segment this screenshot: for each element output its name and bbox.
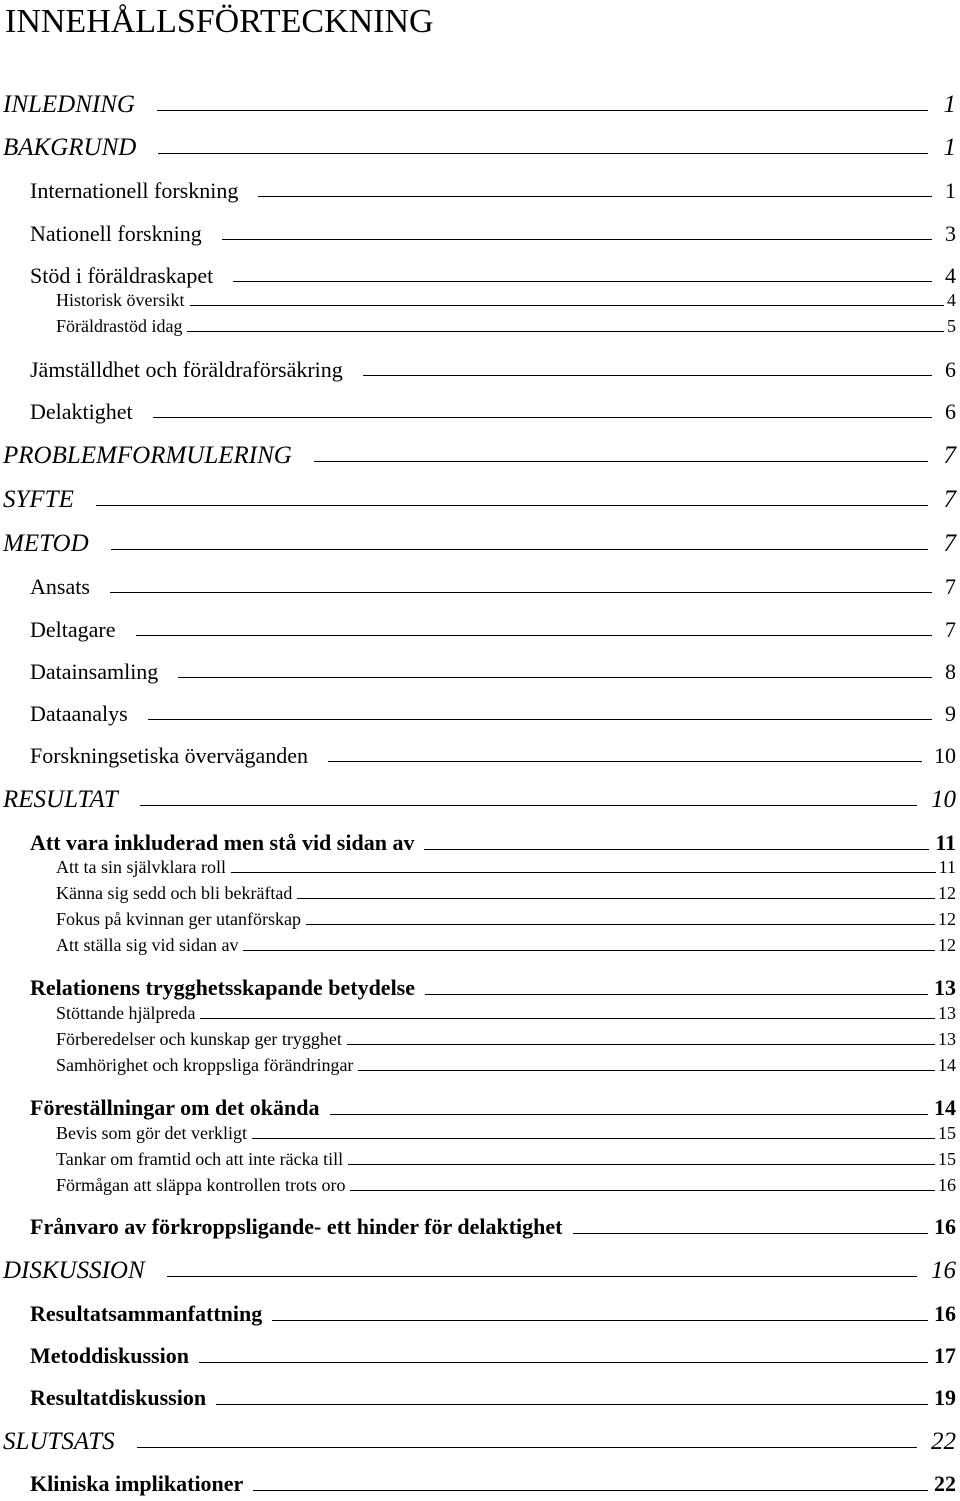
toc-entry[interactable] [30, 974, 956, 1002]
toc-entry-title: Resultatsammanfattning [30, 1301, 263, 1326]
toc-page-number: 7 [945, 574, 956, 599]
toc-entry[interactable] [56, 1122, 956, 1144]
toc-entry[interactable] [30, 1300, 956, 1328]
toc-entry[interactable] [30, 1213, 956, 1241]
toc-entry-title: Ansats [30, 574, 90, 599]
toc-page-number: 16 [934, 1214, 956, 1239]
toc-entry-title: BAKGRUND [3, 134, 137, 161]
toc-page-number: 7 [943, 442, 956, 469]
toc-entry[interactable] [56, 934, 956, 956]
toc-page-number: 22 [934, 1471, 956, 1496]
toc-entry-title: SLUTSATS [3, 1428, 115, 1455]
toc-entry[interactable] [30, 356, 956, 384]
toc-entry[interactable] [56, 1002, 956, 1024]
toc-entry[interactable] [3, 485, 956, 515]
toc-entry[interactable] [3, 529, 956, 559]
toc-leader-line [272, 1320, 928, 1321]
toc-page-number: 9 [945, 701, 956, 726]
toc-leader-line [252, 1138, 935, 1139]
toc-page-number: 16 [938, 1175, 956, 1195]
toc-entry[interactable] [3, 1427, 956, 1457]
toc-page-number: 1 [945, 178, 956, 203]
toc-leader-line [233, 281, 932, 282]
toc-entry[interactable] [30, 573, 956, 601]
toc-entry-title: Föreställningar om det okända [30, 1095, 320, 1120]
toc-page-number: 7 [943, 486, 956, 513]
toc-leader-line [306, 924, 935, 925]
toc-leader-line [140, 805, 917, 806]
toc-entry-title: Förmågan att släppa kontrollen trots oro [56, 1175, 346, 1195]
toc-entry-title: Internationell forskning [30, 178, 239, 203]
toc-page-number: 1 [943, 134, 956, 161]
toc-leader-line [111, 549, 928, 550]
toc-entry[interactable] [56, 908, 956, 930]
toc-entry-title: SYFTE [3, 486, 74, 513]
toc-page-number: 16 [934, 1301, 956, 1326]
toc-entry-title: Förberedelser och kunskap ger trygghet [56, 1029, 342, 1049]
toc-entry-title: Nationell forskning [30, 221, 202, 246]
toc-entry[interactable] [30, 1342, 956, 1370]
toc-page-number: 6 [945, 357, 956, 382]
toc-leader-line [190, 305, 945, 306]
toc-page-number: 19 [934, 1385, 956, 1410]
toc-entry-title: Datainsamling [30, 659, 159, 684]
toc-leader-line [231, 872, 936, 873]
toc-leader-line [253, 1490, 928, 1491]
toc-entry-title: Samhörighet och kroppsliga förändringar [56, 1055, 354, 1075]
toc-page-number: 15 [938, 1149, 956, 1169]
toc-entry[interactable] [30, 1094, 956, 1122]
toc-entry[interactable] [30, 1384, 956, 1412]
toc-entry[interactable] [30, 220, 956, 248]
toc-entry-title: DISKUSSION [3, 1257, 145, 1284]
toc-entry[interactable] [56, 1028, 956, 1050]
toc-page-number: 7 [943, 530, 956, 557]
toc-leader-line [350, 1190, 935, 1191]
toc-page-number: 14 [934, 1095, 956, 1120]
toc-entry-title: Stöd i föräldraskapet [30, 263, 214, 288]
toc-entry-title: Deltagare [30, 617, 116, 642]
toc-entry-title: Bevis som gör det verkligt [56, 1123, 247, 1143]
toc-page-number: 12 [938, 935, 956, 955]
toc-entry[interactable] [30, 829, 956, 857]
toc-leader-line [258, 196, 932, 197]
toc-leader-line [243, 950, 935, 951]
toc-leader-line [137, 1447, 917, 1448]
toc-leader-line [178, 677, 932, 678]
toc-entry[interactable] [3, 1256, 956, 1286]
toc-entry[interactable] [56, 1174, 956, 1196]
toc-page-number: 8 [945, 659, 956, 684]
toc-entry-title: Resultatdiskussion [30, 1385, 207, 1410]
toc-entry[interactable] [56, 882, 956, 904]
toc-entry[interactable] [56, 1148, 956, 1170]
toc-entry-title: PROBLEMFORMULERING [3, 442, 292, 469]
toc-page-number: 22 [931, 1428, 956, 1455]
toc-page-number: 14 [938, 1055, 956, 1075]
toc-entry[interactable] [3, 90, 956, 120]
toc-entry-title: Att vara inkluderad men stå vid sidan av [30, 830, 415, 855]
toc-leader-line [358, 1070, 935, 1071]
toc-entry[interactable] [30, 700, 956, 728]
toc-leader-line [363, 375, 932, 376]
toc-entry-title: METOD [3, 530, 89, 557]
page-title: INNEHÅLLSFÖRTECKNING [5, 3, 434, 40]
toc-entry-title: RESULTAT [3, 786, 118, 813]
toc-entry-title: Föräldrastöd idag [56, 316, 183, 336]
toc-leader-line [153, 417, 932, 418]
toc-entry[interactable] [56, 289, 956, 311]
toc-page-number: 5 [947, 316, 956, 336]
toc-page-number: 7 [945, 617, 956, 642]
toc-page-number: 12 [938, 909, 956, 929]
toc-entry-title: Jämställdhet och föräldraförsäkring [30, 357, 343, 382]
toc-page-number: 1 [943, 91, 956, 118]
toc-entry[interactable] [30, 658, 956, 686]
toc-entry[interactable] [3, 441, 956, 471]
toc-entry[interactable] [3, 785, 956, 815]
toc-leader-line [200, 1018, 935, 1019]
toc-entry-title: Dataanalys [30, 701, 128, 726]
toc-page-number: 11 [938, 857, 956, 877]
toc-leader-line [425, 994, 928, 995]
toc-leader-line [216, 1404, 928, 1405]
toc-page-number: 4 [945, 263, 956, 288]
toc-entry-title: INLEDNING [3, 91, 135, 118]
toc-entry[interactable] [30, 177, 956, 205]
toc-page-number: 13 [938, 1003, 956, 1023]
toc-entry-title: Relationens trygghetsskapande betydelse [30, 975, 416, 1000]
toc-leader-line [573, 1233, 929, 1234]
toc-leader-line [136, 635, 933, 636]
toc-leader-line [167, 1276, 917, 1277]
toc-entry-title: Fokus på kvinnan ger utanförskap [56, 909, 301, 929]
toc-entry[interactable] [56, 1054, 956, 1076]
toc-page-number: 4 [947, 290, 956, 310]
toc-entry-title: Forskningsetiska överväganden [30, 743, 308, 768]
toc-page-number: 13 [938, 1029, 956, 1049]
toc-leader-line [110, 592, 932, 593]
toc-entry-title: Känna sig sedd och bli bekräftad [56, 883, 293, 903]
toc-entry-title: Historisk översikt [56, 290, 185, 310]
toc-page-number: 3 [945, 221, 956, 246]
toc-entry-title: Att ta sin självklara roll [56, 857, 226, 877]
toc-entry-title: Stöttande hjälpreda [56, 1003, 196, 1023]
toc-entry-title: Att ställa sig vid sidan av [56, 935, 239, 955]
toc-entry[interactable] [30, 616, 956, 644]
toc-entry-title: Frånvaro av förkroppsligande- ett hinder för delaktighet [30, 1214, 563, 1239]
toc-entry[interactable] [56, 315, 956, 337]
toc-entry-title: Delaktighet [30, 399, 133, 424]
toc-page-number: 15 [938, 1123, 956, 1143]
toc-leader-line [199, 1362, 928, 1363]
toc-leader-line [222, 239, 932, 240]
toc-leader-line [328, 761, 922, 762]
toc-leader-line [158, 153, 928, 154]
toc-entry[interactable] [3, 133, 956, 163]
toc-page-number: 16 [931, 1257, 956, 1284]
toc-leader-line [330, 1114, 929, 1115]
toc-leader-line [424, 849, 929, 850]
toc-leader-line [347, 1044, 935, 1045]
toc-leader-line [148, 719, 932, 720]
toc-entry[interactable] [30, 742, 956, 770]
toc-leader-line [96, 505, 928, 506]
toc-page-number: 13 [934, 975, 956, 1000]
toc-entry[interactable] [56, 856, 956, 878]
toc-page-number: 10 [934, 743, 956, 768]
toc-page-number: 11 [935, 830, 956, 855]
toc-page-number: 12 [938, 883, 956, 903]
toc-leader-line [157, 110, 928, 111]
toc-entry-title: Metoddiskussion [30, 1343, 189, 1368]
toc-leader-line [348, 1164, 935, 1165]
toc-page-number: 17 [934, 1343, 956, 1368]
toc-page-number: 10 [931, 786, 956, 813]
toc-page-number: 6 [945, 399, 956, 424]
toc-leader-line [314, 461, 928, 462]
toc-entry-title: Kliniska implikationer [30, 1471, 244, 1496]
toc-leader-line [297, 898, 935, 899]
toc-entry-title: Tankar om framtid och att inte räcka till [56, 1149, 344, 1169]
toc-entry[interactable] [30, 262, 956, 290]
toc-entry[interactable] [30, 398, 956, 426]
toc-leader-line [187, 331, 944, 332]
toc-entry[interactable] [30, 1470, 956, 1498]
